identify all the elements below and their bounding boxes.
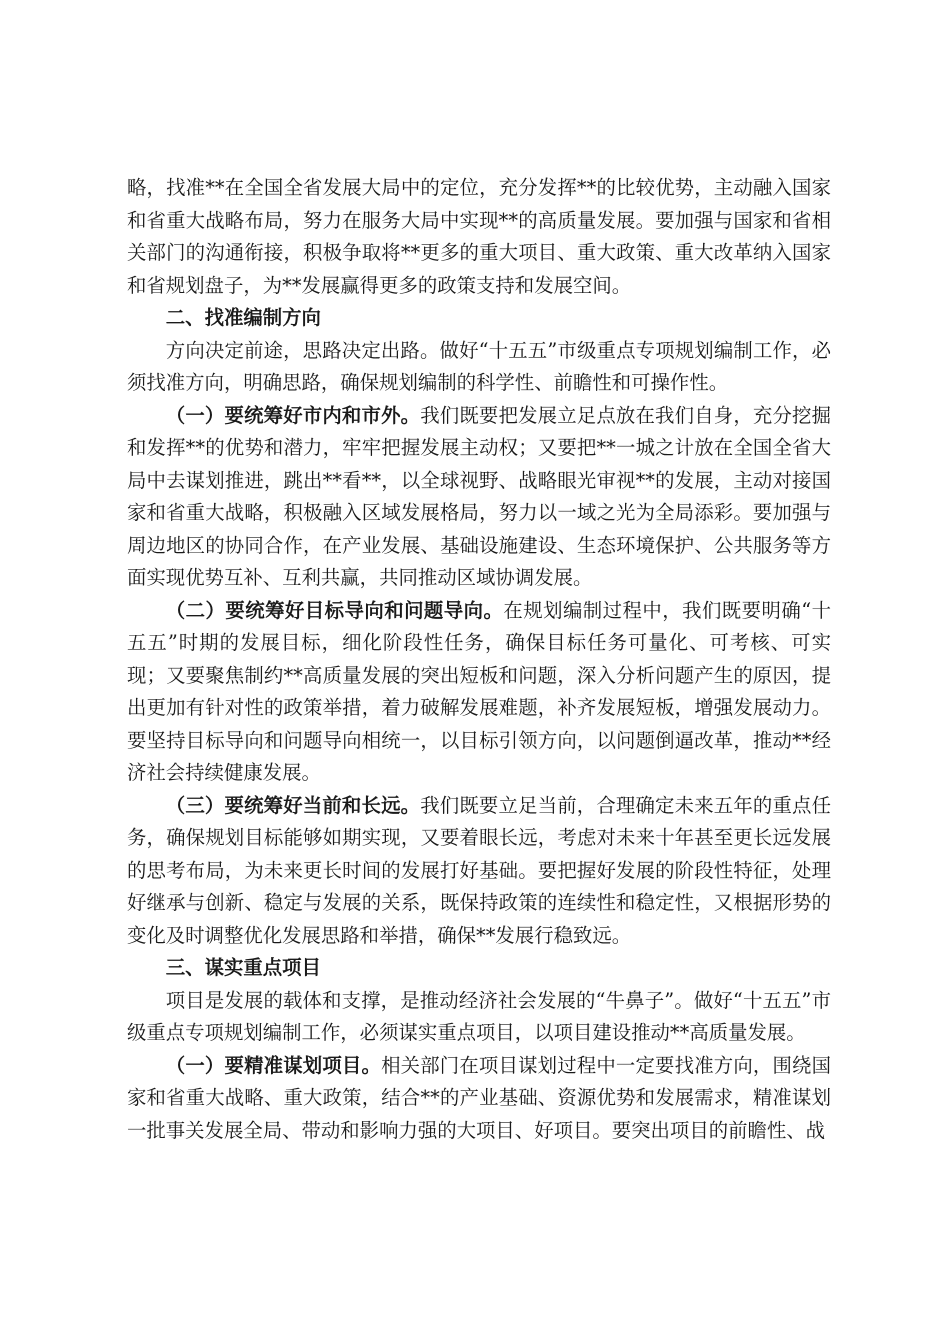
section-heading-3: 三、谋实重点项目: [165, 956, 321, 979]
paragraph-lead-2: [127, 595, 831, 790]
paragraph-text: 我们既要立足当前，合理确定未来五年的重点任务，确保规划目标能够如期实现，又要着眼长远，考虑对未来十年甚至更长远发展的思考布局，为未来更长时间的发展打好基础。要把握好发展的阶段性特征，处理好继承与创新、稳定与发展的关系，既保持政策的连续性和稳定性，又根据形势的变化及时调整优化发展思路和举措，确保**发展行稳致远。: [127, 793, 832, 947]
paragraph-lead-4: [127, 1050, 831, 1148]
paragraph-continued: 略，找准**在全国全省发展大局中的定位，充分发挥**的比较优势，主动融入国家和省重大战略布局，努力在服务大局中实现**的高质量发展。要加强与国家和省相关部门的沟通衔接，积极争取将**更多的重大项目、重大政策、重大改革纳入国家和省规划盘子，为**发展赢得更多的政策支持和发展空间。: [127, 176, 831, 297]
paragraph-body: 方向决定前途，思路决定出路。做好“十五五”市级重点专项规划编制工作，必须找准方向，明确思路，确保规划编制的科学性、前瞻性和可操作性。: [127, 338, 831, 394]
paragraph-text: 我们既要把发展立足点放在我们自身，充分挖掘和发挥**的优势和潜力，牢牢把握发展主动权；又要把**一城之计放在全国全省大局中去谋划推进，跳出**看**，以全球视野、战略眼光审视**的发展，主动对接国家和省重大战略，积极融入区域发展格局，努力以一域之光为全局添彩。要加强与周边地区的协同合作，在产业发展、基础设施建设、生态环境保护、公共服务等方面实现优势互补、互利共赢，共同推动区域协调发展。: [127, 403, 832, 589]
lead-phrase: （一）要精准谋划项目。: [165, 1053, 382, 1077]
paragraph-body: 项目是发展的载体和支撑，是推动经济社会发展的“牛鼻子”。做好“十五五”市级重点专项规划编制工作，必须谋实重点项目，以项目建设推动**高质量发展。: [127, 988, 831, 1044]
lead-phrase: （二）要统筹好目标导向和问题导向。: [165, 598, 504, 622]
paragraph-text: 相关部门在项目谋划过程中一定要找准方向，围绕国家和省重大战略、重大政策，结合**的产业基础、资源优势和发展需求，精准谋划一批事关发展全局、带动和影响力强的大项目、好项目。要突出项目的前瞻性、战: [127, 1053, 832, 1142]
paragraph-lead-1: [127, 400, 831, 595]
lead-phrase: （一）要统筹好市内和市外。: [165, 403, 421, 427]
lead-phrase: （三）要统筹好当前和长远。: [165, 793, 421, 817]
section-heading-2: 二、找准编制方向: [165, 306, 321, 329]
document-body: [127, 172, 831, 1147]
paragraph-lead-3: [127, 790, 831, 953]
paragraph-text: 在规划编制过程中，我们既要明确“十五五”时期的发展目标，细化阶段性任务，确保目标任务可量化、可考核、可实现；又要聚焦制约**高质量发展的突出短板和问题，深入分析问题产生的原因，提出更加有针对性的政策举措，着力破解发展难题，补齐发展短板，增强发展动力。要坚持目标导向和问题导向相统一，以目标引领方向，以问题倒逼改革，推动**经济社会持续健康发展。: [127, 598, 831, 784]
